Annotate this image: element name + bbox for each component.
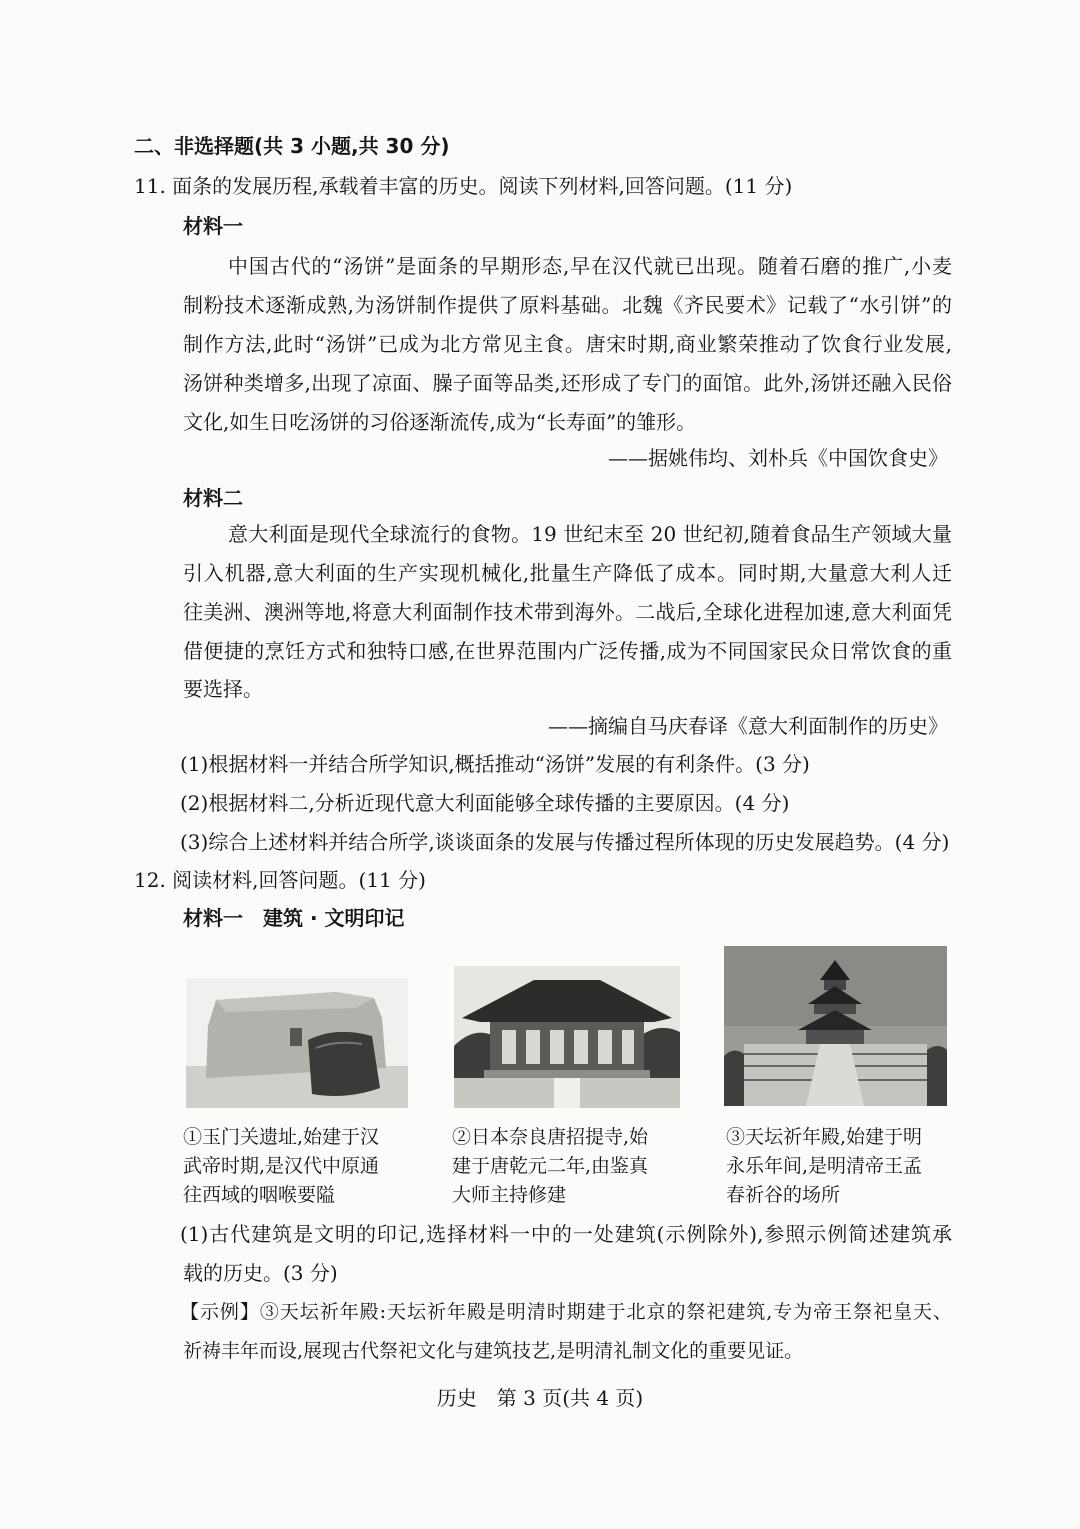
caption-1-line-1: ①玉门关遗址,始建于汉 bbox=[183, 1126, 380, 1148]
q12-subq1-line-2: 载的历史。(3 分) bbox=[183, 1261, 338, 1285]
caption-2-line-1: ②日本奈良唐招提寺,始 bbox=[452, 1126, 649, 1148]
qiniandian-image bbox=[724, 946, 947, 1106]
q11-m1-line-2: 制粉技术逐渐成熟,为汤饼制作提供了原料基础。北魏《齐民要术》记载了“水引饼”的 bbox=[183, 293, 952, 317]
q11-subq-3: (3)综合上述材料并结合所学,谈谈面条的发展与传播过程所体现的历史发展趋势。(4 分) bbox=[180, 830, 950, 854]
toshodaiji-image bbox=[454, 966, 680, 1108]
q12-example-line-1: 【示例】③天坛祈年殿:天坛祈年殿是明清时期建于北京的祭祀建筑,专为帝王祭祀皇天、 bbox=[180, 1301, 952, 1323]
caption-2-line-3: 大师主持修建 bbox=[452, 1184, 567, 1206]
q11-m1-line-5: 文化,如生日吃汤饼的习俗逐渐流传,成为“长寿面”的雏形。 bbox=[183, 410, 697, 434]
caption-1-line-2: 武帝时期,是汉代中原通 bbox=[183, 1155, 380, 1177]
q11-subq-2: (2)根据材料二,分析近现代意大利面能够全球传播的主要原因。(4 分) bbox=[180, 791, 790, 815]
q11-m2-line-1: 意大利面是现代全球流行的食物。19 世纪末至 20 世纪初,随着食品生产领域大量 bbox=[228, 522, 952, 546]
caption-3-line-3: 春祈谷的场所 bbox=[726, 1184, 841, 1206]
page-footer: 历史 第 3 页(共 4 页) bbox=[436, 1386, 644, 1410]
q12-material1-label: 材料一 建筑 · 文明印记 bbox=[183, 906, 405, 930]
q11-m1-line-4: 汤饼种类增多,出现了凉面、臊子面等品类,还形成了专门的面馆。此外,汤饼还融入民俗 bbox=[183, 371, 952, 395]
q11-material2-label: 材料二 bbox=[183, 486, 243, 510]
caption-3-line-2: 永乐年间,是明清帝王孟 bbox=[726, 1155, 923, 1177]
caption-3-line-1: ③天坛祈年殿,始建于明 bbox=[726, 1126, 923, 1148]
q12-example-line-2: 祈祷丰年而设,展现古代祭祀文化与建筑技艺,是明清礼制文化的重要见证。 bbox=[183, 1340, 804, 1362]
q11-m2-source: ——摘编自马庆春译《意大利面制作的历史》 bbox=[548, 714, 948, 738]
caption-1-line-3: 往西域的咽喉要隘 bbox=[183, 1184, 336, 1206]
toshodaiji-photo bbox=[454, 966, 680, 1108]
q11-stem: 11. 面条的发展历程,承载着丰富的历史。阅读下列材料,回答问题。(11 分) bbox=[134, 174, 793, 198]
section-title: 二、非选择题(共 3 小题,共 30 分) bbox=[134, 134, 450, 158]
yumenguan-image bbox=[186, 978, 408, 1108]
qiniandian-photo bbox=[724, 946, 947, 1106]
q12-stem: 12. 阅读材料,回答问题。(11 分) bbox=[134, 868, 426, 892]
q11-m1-source: ——据姚伟均、刘朴兵《中国饮食史》 bbox=[608, 446, 948, 470]
q11-m2-line-5: 要选择。 bbox=[183, 677, 263, 701]
q11-m2-line-4: 借便捷的烹饪方式和独特口感,在世界范围内广泛传播,成为不同国家民众日常饮食的重 bbox=[183, 639, 952, 663]
q11-m2-line-3: 往美洲、澳洲等地,将意大利面制作技术带到海外。二战后,全球化进程加速,意大利面凭 bbox=[183, 600, 952, 624]
q11-m1-line-1: 中国古代的“汤饼”是面条的早期形态,早在汉代就已出现。随着石磨的推广,小麦 bbox=[228, 254, 952, 278]
q11-material1-label: 材料一 bbox=[183, 214, 243, 238]
q11-subq-1: (1)根据材料一并结合所学知识,概括推动“汤饼”发展的有利条件。(3 分) bbox=[180, 752, 810, 776]
q11-m2-line-2: 引入机器,意大利面的生产实现机械化,批量生产降低了成本。同时期,大量意大利人迁 bbox=[183, 561, 952, 585]
q11-m1-line-3: 制作方法,此时“汤饼”已成为北方常见主食。唐宋时期,商业繁荣推动了饮食行业发展, bbox=[183, 332, 952, 356]
caption-2-line-2: 建于唐乾元二年,由鉴真 bbox=[452, 1155, 649, 1177]
yumenguan-photo bbox=[186, 978, 408, 1108]
q12-subq1-line-1: (1)古代建筑是文明的印记,选择材料一中的一处建筑(示例除外),参照示例简述建筑承 bbox=[180, 1222, 952, 1246]
